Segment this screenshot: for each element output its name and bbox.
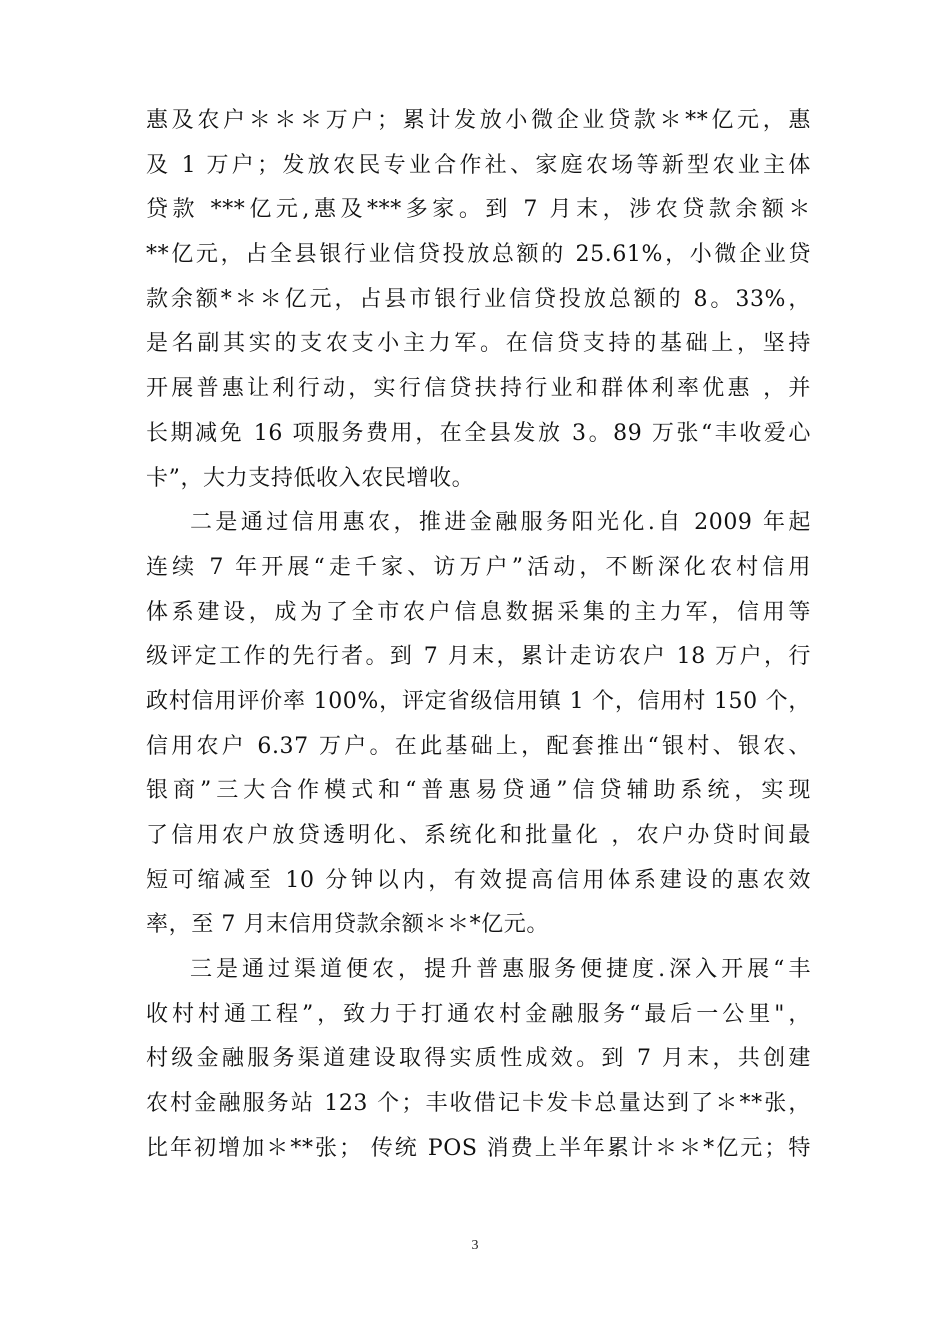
text-line: 长期减免 16 项服务费用，在全县发放 3。89 万张“丰收爱心: [146, 420, 811, 446]
text-line: 村级金融服务渠道建设取得实质性成效。到 7 月末，共创建: [146, 1046, 811, 1072]
text-line: **亿元，占全县银行业信贷投放总额的 25.61%，小微企业贷: [146, 242, 811, 268]
text-line: 款余额*＊＊亿元，占县市银行业信贷投放总额的 8。33%，: [146, 286, 811, 312]
text-line: 农村金融服务站 123 个；丰收借记卡发卡总量达到了＊**张，: [146, 1091, 811, 1117]
text-line: 银商”三大合作模式和“普惠易贷通”信贷辅助系统，实现: [146, 778, 811, 804]
paragraph-start-line: 三是通过渠道便农，提升普惠服务便捷度.深入开展“丰: [190, 957, 811, 983]
text-line: 收村村通工程”，致力于打通农村金融服务“最后一公里"，: [146, 1001, 811, 1027]
text-line: 政村信用评价率 100%，评定省级信用镇 1 个，信用村 150 个，: [146, 688, 811, 714]
text-line: 短可缩减至 10 分钟以内，有效提高信用体系建设的惠农效: [146, 867, 811, 893]
paragraph-start-line: 二是通过信用惠农，推进金融服务阳光化.自 2009 年起: [190, 510, 811, 536]
text-line: 比年初增加＊**张； 传统 POS 消费上半年累计＊＊*亿元；特: [146, 1135, 811, 1161]
text-line: 及 1 万户；发放农民专业合作社、家庭农场等新型农业主体: [146, 152, 811, 178]
text-line: 体系建设，成为了全市农户信息数据采集的主力军，信用等: [146, 599, 811, 625]
text-line: 贷款 ***亿元,惠及***多家。到 7 月末，涉农贷款余额＊: [146, 197, 811, 223]
text-line: 是名副其实的支农支小主力军。在信贷支持的基础上，坚持: [146, 331, 811, 357]
text-line: 级评定工作的先行者。到 7 月末，累计走访农户 18 万户，行: [146, 644, 811, 670]
text-line: 率，至 7 月末信用贷款余额＊＊*亿元。: [146, 912, 549, 938]
text-line: 连续 7 年开展“走千家、访万户”活动，不断深化农村信用: [146, 554, 811, 580]
page-number: 3: [471, 1238, 479, 1253]
text-line: 开展普惠让利行动，实行信贷扶持行业和群体利率优惠 ，并: [146, 376, 811, 402]
body-text: [146, 99, 811, 1172]
text-line: 信用农户 6.37 万户。在此基础上，配套推出“银村、银农、: [146, 733, 811, 759]
text-line: 卡”，大力支持低收入农民增收。: [146, 465, 475, 491]
text-line: 了信用农户放贷透明化、系统化和批量化 ，农户办贷时间最: [146, 823, 811, 848]
text-line: 惠及农户＊＊＊万户；累计发放小微企业贷款＊**亿元，惠: [146, 108, 811, 133]
